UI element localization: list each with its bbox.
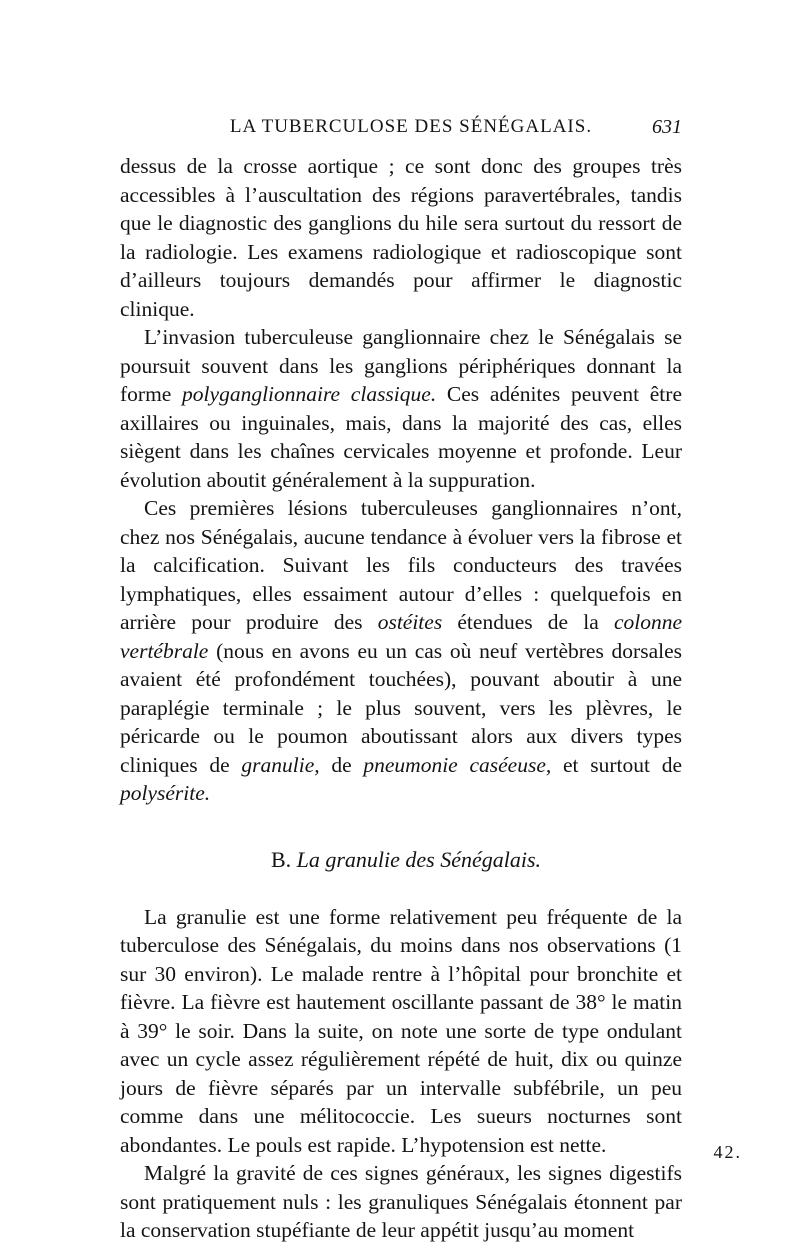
running-head	[120, 112, 682, 142]
paragraph-2-text-c: Ces adénites peuvent être axillaires ou inguinales, mais, dans la majorité des cas, elles siègent dans les chaînes cervicales moyenne et profonde. Leur évolution aboutit généralement à la suppuration.	[120, 382, 682, 492]
page-number: 631	[652, 116, 682, 138]
document-page	[120, 112, 682, 1245]
paragraph-1: dessus de la crosse aortique ; ce sont donc des groupes très accessibles à l’auscultation des régions paravertébrales, tandis que le diagnostic des ganglions du hile sera surtout du ressort de la radiologie. Les examens radiologique et radioscopique sont d’ailleurs toujours demandés pour affirmer le diagnostic clinique.	[120, 154, 682, 321]
paragraph-5: Malgré la gravité de ces signes généraux, les signes digestifs sont pratiquement nuls : les granuliques Sénégalais étonnent par la conservation stupéfiante de leur appétit jusqu’au moment	[120, 1161, 682, 1242]
paragraph-2-emphasis-polyganglionnaire: polyganglionnaire classique.	[182, 382, 437, 406]
paragraph-3-emphasis-pneumonie: pneumonie caséeuse,	[363, 752, 552, 777]
paragraph-3-emphasis-colonne: colonne vertébrale	[120, 610, 682, 663]
running-title: LA TUBERCULOSE DES SÉNÉGALAIS.	[229, 116, 593, 137]
paragraph-3-text-g: de	[319, 752, 364, 777]
paragraph-2	[120, 323, 682, 494]
section-title: La granulie des Sénégalais.	[296, 846, 542, 872]
paragraph-3	[120, 494, 682, 808]
paragraph-3-emphasis-polyserite: polysérite.	[120, 781, 211, 805]
paragraph-2-text-a: L’invasion tuberculeuse ganglionnaire chez le Sénégalais se poursuit souvent dans les ganglions périphériques donnant la forme	[120, 325, 682, 406]
paragraph-3-text-e: (nous en avons eu un cas où neuf vertèbres dorsales avaient été profondément touchées), pouvant aboutir à une paraplégie terminale ; le plus souvent, vers les plèvres, le péricarde ou le poumon aboutissant alors aux divers types cliniques de	[120, 638, 682, 777]
paragraph-3-emphasis-granulie: granulie,	[241, 752, 320, 777]
paragraph-3-text-c: étendues de la	[442, 610, 614, 634]
printer-signature-mark: 42.	[713, 1142, 742, 1162]
paragraph-4: La granulie est une forme relativement peu fréquente de la tuberculose des Sénégalais, du moins dans nos observations (1 sur 30 environ). Le malade rentre à l’hôpital pour bronchite et fièvre. La fièvre est hautement oscillante passant de 38° le matin à 39° le soir. Dans la suite, on note une sorte de type ondulant avec un cycle assez régulièrement répété de huit, dix ou quinze jours de fièvre séparés par un intervalle subfébrile, un peu comme dans une mélitococcie. Les sueurs nocturnes sont abondantes. Le pouls est rapide. L’hypotension est nette.	[120, 904, 682, 1157]
section-heading	[120, 845, 682, 875]
paragraph-3-text-i: et surtout de	[551, 752, 682, 777]
section-number: B.	[270, 846, 292, 872]
paragraph-3-text-a: Ces premières lésions tuberculeuses ganglionnaires n’ont, chez nos Sénégalais, aucune tendance à évoluer vers la fibrose et la calcification. Suivant les fils conducteurs des travées lymphatiques, elles essaiment autour d’elles : quelquefois en arrière pour produire des	[120, 496, 682, 634]
paragraph-3-emphasis-osteites: ostéites	[377, 610, 443, 634]
